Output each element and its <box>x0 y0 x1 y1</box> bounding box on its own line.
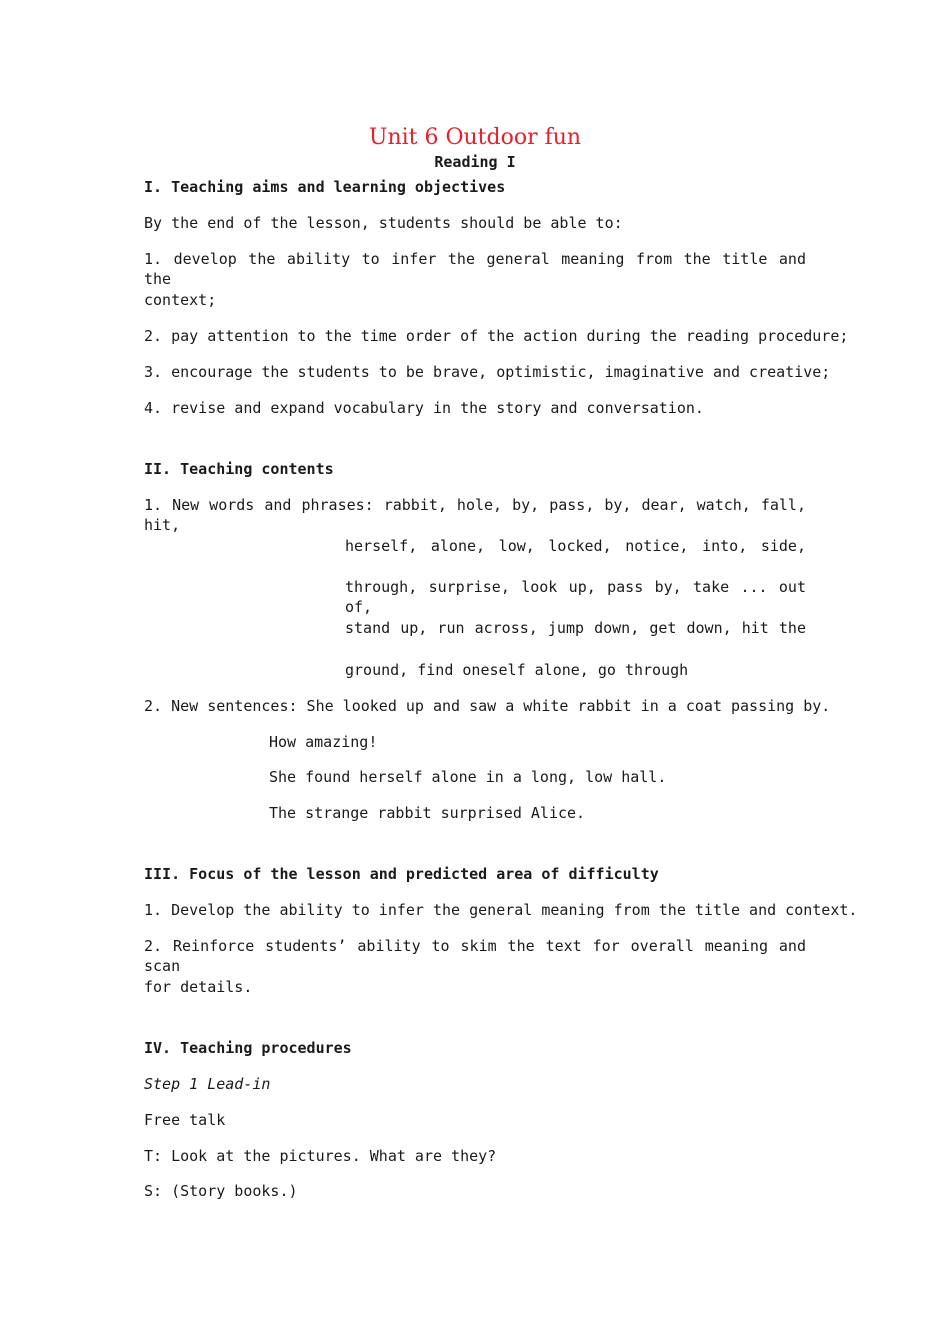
document-title: Unit 6 Outdoor fun <box>368 125 582 150</box>
aims-item-1-line-2: context; <box>144 291 217 309</box>
focus-item-1: 1. Develop the ability to infer the general meaning from the title and context. <box>144 901 858 919</box>
teacher-line: T: Look at the pictures. What are they? <box>144 1147 497 1165</box>
focus-item-2-line-1: 2. Reinforce students’ ability to skim the text for overall meaning and scan <box>144 937 806 975</box>
aims-item-3: 3. encourage the students to be brave, optimistic, imaginative and creative; <box>144 363 831 381</box>
free-talk-label: Free talk <box>144 1111 226 1129</box>
sentences-line-4: The strange rabbit surprised Alice. <box>269 804 586 822</box>
words-line-4: stand up, run across, jump down, get down, hit the <box>345 619 806 637</box>
section-heading-aims: I. Teaching aims and learning objectives <box>144 178 506 196</box>
aims-intro: By the end of the lesson, students should be able to: <box>144 214 623 232</box>
focus-item-2-line-2: for details. <box>144 978 253 996</box>
words-line-2: herself, alone, low, locked, notice, into, side, <box>345 537 806 555</box>
student-line: S: (Story books.) <box>144 1182 298 1200</box>
section-heading-contents: II. Teaching contents <box>144 460 334 478</box>
section-heading-procedures: IV. Teaching procedures <box>144 1039 352 1057</box>
sentences-line-1: 2. New sentences: She looked up and saw a white rabbit in a coat passing by. <box>144 697 831 715</box>
aims-item-1-line-1: 1. develop the ability to infer the general meaning from the title and the <box>144 250 806 288</box>
words-line-3: through, surprise, look up, pass by, take ... out of, <box>345 578 806 616</box>
section-heading-focus: III. Focus of the lesson and predicted area of difficulty <box>144 865 659 883</box>
words-line-5: ground, find oneself alone, go through <box>345 661 689 679</box>
words-line-1: 1. New words and phrases: rabbit, hole, by, pass, by, dear, watch, fall, hit, <box>144 496 806 534</box>
sentences-line-3: She found herself alone in a long, low hall. <box>269 768 667 786</box>
sentences-line-2: How amazing! <box>269 733 378 751</box>
step-1-heading: Step 1 Lead-in <box>144 1075 271 1093</box>
aims-item-2: 2. pay attention to the time order of the action during the reading procedure; <box>144 327 849 345</box>
document-subtitle: Reading I <box>434 153 516 171</box>
aims-item-4: 4. revise and expand vocabulary in the story and conversation. <box>144 399 704 417</box>
